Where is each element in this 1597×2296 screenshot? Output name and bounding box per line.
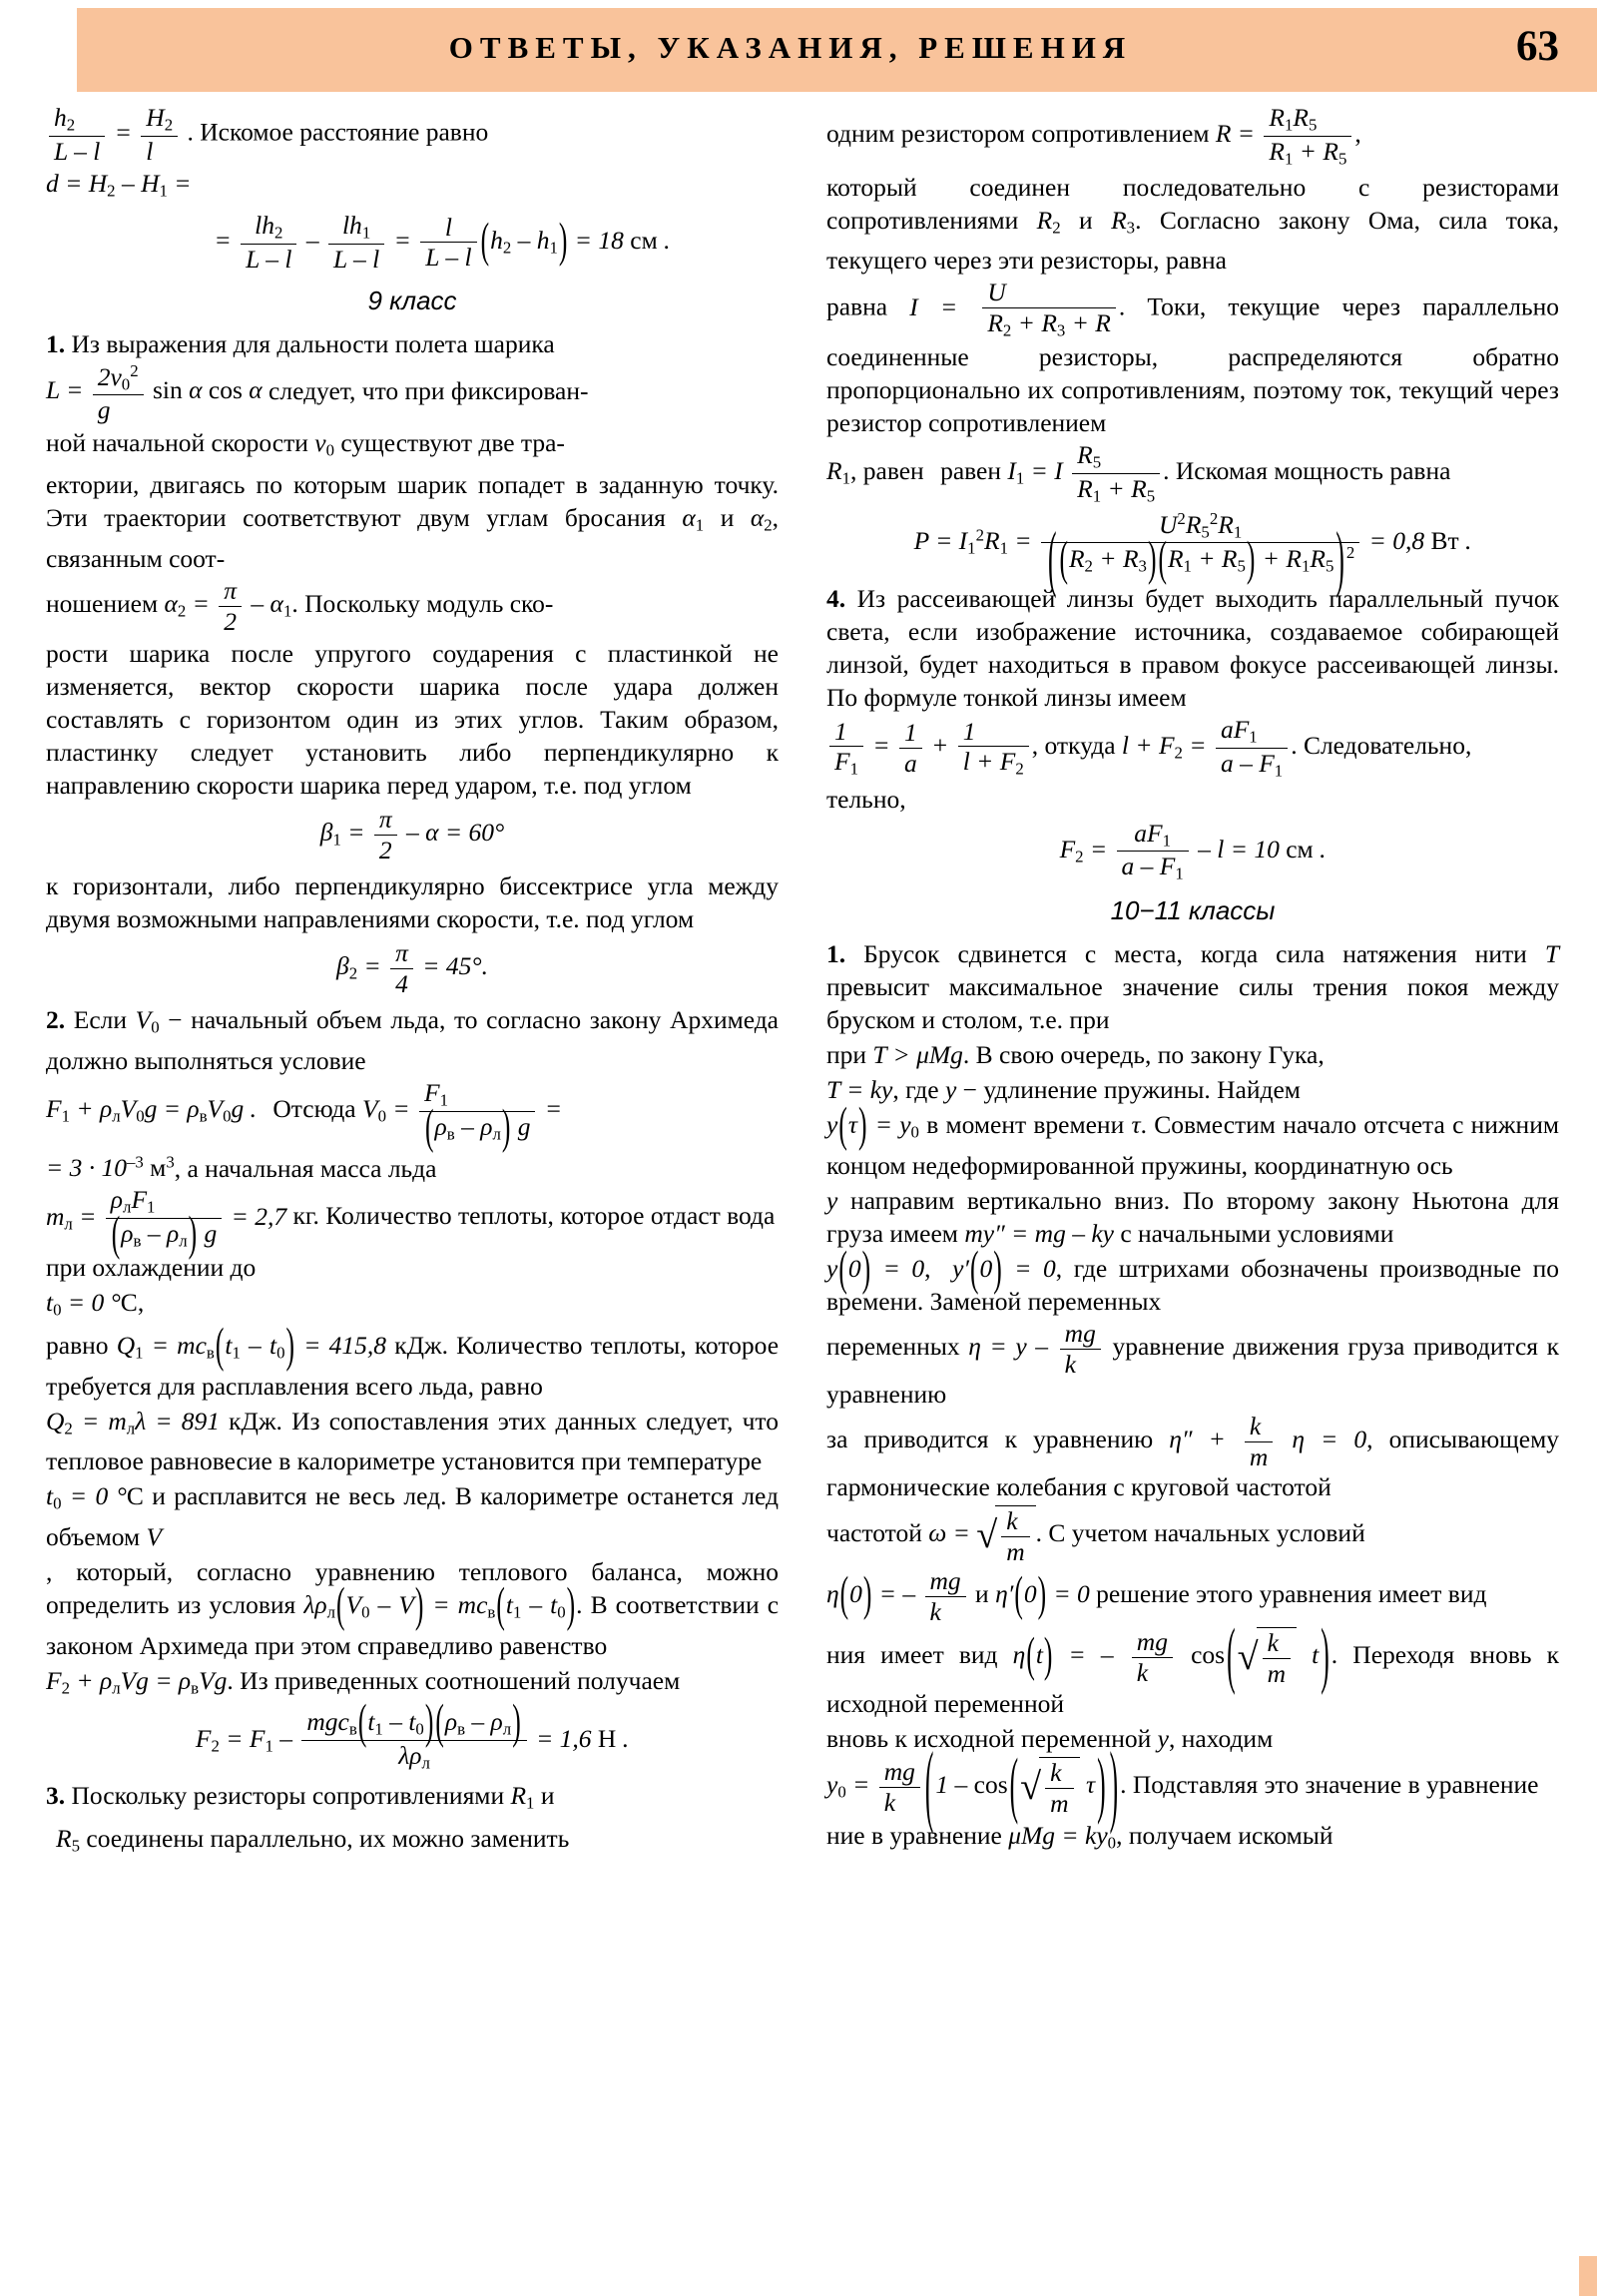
answer-10-1-eta-eq-line (826, 1413, 1559, 1503)
formula-d: $d = H_2 - H_1$ = (46, 169, 192, 202)
symbol-y-axis: y (826, 1186, 838, 1216)
answer-4-number: 4. (826, 583, 846, 613)
answer-10-1-text-b: превысит максимальное значение силы трения покоя между бруском и столом, т.е. при (826, 972, 1559, 1035)
formula-power-line (826, 508, 1559, 601)
answer-2-text-c: Отсюда (272, 1094, 356, 1124)
symbol-T: T (1544, 939, 1560, 969)
answer-10-1-text-k: , где штрихами обозначены производные по времени. Заменой переменных (826, 1254, 1559, 1317)
answer-3-text-k: . Искомая мощность равна (1163, 456, 1451, 486)
answer-10-1-ytau-line (826, 1097, 1559, 1182)
answer-3-number: 3. (46, 1781, 66, 1811)
symbol-V0: $V_0$ (135, 1005, 160, 1037)
answer-3-intro (46, 1779, 779, 1820)
answer-1-text-h: ношением (46, 588, 159, 618)
page-title: ОТВЕТЫ, УКАЗАНИЯ, РЕШЕНИЯ (448, 30, 1133, 65)
answer-3-line-R5 (46, 1822, 779, 1863)
symbol-y-final: y (1157, 1724, 1169, 1754)
formula-F2: $F_2 = F_1$ – $\frac{mgc_в(t_1 - t_0)(\rho_в - \rho_л)}{\lambda\rho_л}$ = 1,6 Н . (195, 1694, 630, 1774)
formula-F2-lens-line (826, 820, 1559, 884)
section-heading-grade-9: 9 класс (367, 285, 457, 315)
symbol-V: V (146, 1522, 163, 1552)
answer-1-body-3: к горизонтали, либо перпендикулярно биссектрисе угла между двумя возможными направлениями скорости, т.е. под углом (46, 871, 779, 934)
answer-10-1-text-g: . Совместим начало отсчета с нижним концом недеформированной пружины, координатную ось (826, 1110, 1559, 1181)
formula-hooke: T = ky (826, 1075, 893, 1105)
answer-10-1-text-d: , где (892, 1075, 939, 1105)
answer-10-1-text-j: , (924, 1254, 931, 1284)
answer-1-text-g: , связанным соот- (46, 503, 780, 574)
answer-1-body-2: рости шарика после упругого соударения с пластинкой не изменяется, вектор скорости шарика после удара должен составлять с горизонтом один из этих углов. Таким образом, пластинку следует установить либо перпендикулярно к направлению скорости шарика перед ударом, т.е. под углом (46, 639, 779, 801)
page-header-band (77, 8, 1597, 92)
answer-2-text-h: кДж. Количество теплоты, которое требуется для расплавления всего льда, равно (46, 1330, 780, 1401)
answer-10-1-eta-t-line (826, 1612, 1560, 1720)
answer-1-text-f: и (720, 503, 735, 533)
answer-4-text-a: Из рассеивающей линзы будет выходить параллельный пучок света, если изображение источника, создаваемое собирающей линзой, будет находиться в правом фокусе рассеивающей линзы. По формуле тонкой линзы имеем (826, 583, 1559, 712)
answer-1-text-c: ной начальной скорости (46, 427, 308, 457)
symbol-R3: $R_3$ (1111, 205, 1136, 238)
answer-2-text-e: кг. Количество теплоты, которое отдаст вода при охлаждении до (46, 1201, 776, 1283)
formula-alpha2-relation: $\alpha_2$ = $\frac{\pi}{2}$ – $\alpha_1$ (164, 576, 292, 636)
answer-1-text-a: Из выражения для дальности полета шарика (71, 328, 555, 358)
answer-2-text-b: − начальный объем льда, то согласно закону Архимеда должно выполняться условие (46, 1005, 779, 1075)
answer-10-1-init-line (826, 1241, 1559, 1318)
answer-10-1-number: 1. (826, 939, 846, 969)
answer-1-body-1 (46, 468, 779, 575)
answer-1-text-i: . Поскольку модуль ско- (291, 588, 554, 618)
answer-2-text-j: и расплавится не весь лед. В калориметре останется лед объемом (46, 1481, 780, 1552)
answer-1-line-alpha-rel (46, 577, 779, 635)
answer-3-text-a: Поскольку резисторы сопротивлениями (71, 1781, 505, 1811)
answer-3-text-g: и (1079, 205, 1093, 235)
answer-10-1-final-line (826, 1819, 1559, 1860)
answer-10-1-nie-label: ние в уравнение (826, 1821, 1002, 1851)
formula-initial-1: y(0) = 0 (826, 1241, 925, 1297)
answer-3-text-h: . Согласно закону Ома, сила тока, текущего через эти резисторы, равна (826, 205, 1560, 276)
answer-4-telno: тельно, (826, 784, 906, 814)
answer-10-1-text-t: , получаем искомый (1116, 1821, 1333, 1851)
answer-2-balance-line (46, 1555, 779, 1662)
symbol-R2: $R_2$ (1036, 205, 1061, 238)
answer-10-1-text-p: решение этого уравнения имеет вид (1096, 1579, 1487, 1609)
answer-2-intro (46, 1003, 779, 1077)
page-number: 63 (1516, 23, 1559, 70)
answer-2-text-a: Если (73, 1005, 128, 1035)
answer-2-text-d: , а начальная масса льда (174, 1153, 437, 1183)
answer-3-ravna-label: равна (826, 292, 888, 322)
answer-10-1-eta0-line (826, 1567, 1559, 1625)
answer-2-ml-line (46, 1186, 779, 1284)
symbol-alpha2: $\alpha_2$ (750, 503, 773, 536)
answer-10-1-text-o: и (975, 1579, 989, 1609)
formula-eta-of-t: η(t) = – $\frac{mg}{k}$ cos(√ $\frac{k}{m}$ t) (1012, 1612, 1330, 1697)
formula-eta-equation: η″ + $\frac{k}{m}$ η = 0 (1169, 1412, 1367, 1471)
symbol-R1: $R_1$ (510, 1781, 535, 1813)
answer-2-V0-value-line (46, 1146, 779, 1185)
formula-F2-line (46, 1694, 779, 1774)
answer-1-intro (46, 327, 779, 360)
formula-F2-lens: $F_2$ = $\frac{aF_1}{a - F_1}$ – l = 10 см . (1059, 818, 1327, 884)
answer-10-1-omega-line (826, 1505, 1559, 1565)
answer-4-intro (826, 582, 1559, 714)
section-heading-grade-10-11: 10−11 классы (1110, 895, 1276, 926)
answer-3-I1-line: $R_1$, равен равен $I_1 = I$ $\frac{R_5}{R_1 + R_5}$ . Искомая мощность равна (826, 439, 1451, 506)
answer-1-line-v0 (46, 426, 779, 467)
answer-2-Q1-line (46, 1317, 780, 1403)
answer-10-1-text-r: , находим (1168, 1724, 1274, 1754)
answer-10-1-text-q: . Переходя вновь к исходной переменной (826, 1640, 1560, 1719)
formula-friction-condition: T > μMg (872, 1040, 963, 1070)
answer-10-1-chastotoy: частотой (826, 1518, 922, 1548)
answer-1-text-d: существуют две тра- (340, 427, 565, 457)
answer-2-t0-line (46, 1286, 779, 1327)
formula-eta-substitution: η = y – $\frac{mg}{k}$ (968, 1332, 1104, 1361)
answer-2-text-g: равно (46, 1330, 109, 1360)
formula-newton-second: my″ = mg – ky (964, 1219, 1114, 1249)
answer-10-1-niya-label: ния имеет вид (826, 1640, 998, 1670)
answer-10-1-intro (826, 937, 1559, 1036)
answer-10-1-eta-line (826, 1320, 1559, 1411)
formula-initial-2: y′(0) = 0 (952, 1241, 1056, 1297)
left-column (46, 104, 779, 2280)
symbol-R5: $R_5$ (56, 1823, 80, 1856)
symbol-R1-again: $R_1$ (826, 456, 850, 488)
answer-10-1-text-f: в момент времени (926, 1110, 1125, 1140)
formula-V0-eq: $V_0$ = $\frac{F_1}{(\rho_в - \rho_л) g}$ = (362, 1077, 563, 1154)
answer-3-current-line (826, 279, 1559, 438)
answer-3-text-j: , равен (850, 456, 924, 486)
formula-V0-value: = $3 \cdot 10^{-3}$ $м^3$ (46, 1152, 175, 1183)
answer-4-text-c: . Следовательно, (1291, 731, 1472, 761)
answer-10-1-text-i: с начальными условиями (1120, 1219, 1394, 1249)
formula-archimedes-1: $F_1 + \rho_лV_0g = \rho_вV_0g$ . (46, 1094, 258, 1126)
formula-power-P: $P = I_1^2R_1$ = $\frac{U^2R_5^2R_1}{( (R_2 + R_3)(R_1 + R_5) + R_1R_5) ^2}$ = 0,8 Вт . (913, 508, 1472, 601)
answer-10-1-back-line (826, 1722, 1559, 1755)
answer-10-1-text-c: . В свою очередь, по закону Гука, (962, 1040, 1325, 1070)
answer-3-cont-2 (826, 171, 1559, 278)
answer-1-formula-L-line (46, 362, 779, 424)
answer-2-archimedes-line (46, 1077, 779, 1154)
formula-Q1: $Q_1 = mc_в(t_1 - t_0) = 415,8$ (116, 1317, 386, 1373)
answer-2-t0b-line (46, 1479, 779, 1553)
answer-4-text-b: , откуда (1031, 731, 1116, 761)
answer-3-cont-1 (826, 104, 1559, 169)
answer-4-lens-line (826, 716, 1559, 781)
answer-2-Q2-line (46, 1405, 779, 1478)
formula-R-parallel: R = $\frac{R_1R_5}{R_1 + R_5}$ (1216, 119, 1355, 148)
symbol-alpha1: $\alpha_1$ (682, 503, 705, 536)
formula-beta1: $\beta_1$ = $\frac{\pi}{2}$ – α = 60° (319, 805, 505, 864)
fragment-ratio-text: . Искомое расстояние равно (187, 117, 489, 147)
formula-Q2: $Q_2 = m_л\lambda = 891$ (46, 1406, 220, 1438)
formula-current-I1: $I_1 = I$ $\frac{R_5}{R_1 + R_5}$ (1007, 456, 1163, 485)
answer-1-number: 1. (46, 328, 66, 358)
formula-d-expanded: = $\frac{lh_2}{L - l}$ – $\frac{lh_1}{L - l}$ = $\frac{l}{L - l}$ $(h_2 - h_1) = 18$ см . (214, 211, 671, 274)
formula-final-condition: $\mu Mg = ky_0$ (1008, 1821, 1117, 1854)
answer-3-text-c: соединены параллельно, их можно заменить (86, 1823, 570, 1853)
right-column (826, 104, 1559, 2280)
answer-10-1-text-s: . Подставляя это значение в уравнение (1120, 1770, 1539, 1800)
answer-1-text-e: ектории, двигаясь по которым шарик попадет в заданную точку. Эти траектории соответствуют двум углам бросания (46, 470, 779, 533)
answer-3-text-f: который соединен последовательно с резисторами сопротивлениями (826, 172, 1559, 235)
page-corner-mark (1579, 2256, 1597, 2296)
formula-d-line (46, 167, 779, 208)
symbol-y: y (944, 1075, 957, 1105)
answer-10-1-text-n: . С учетом начальных условий (1035, 1518, 1365, 1548)
answer-2-text-m: . Из приведенных соотношений получаем (227, 1665, 681, 1695)
formula-thin-lens: $\frac{1}{F_1}$ = $\frac{1}{a}$ + $\frac{1}{l + F_2}$ (826, 731, 1032, 760)
answer-2-text-l: . В соответствии с законом Архимеда при этом справедливо равенство (46, 1590, 780, 1660)
answer-2-text-i: кДж. Из сопоставления этих данных следует, что тепловое равновесие в калориметре установится при температуре (46, 1406, 779, 1476)
formula-eta-zero: η(0) = – $\frac{mg}{k}$ (826, 1579, 969, 1608)
formula-d-expanded-line (46, 212, 779, 273)
formula-current-I: I = $\frac{U}{R_2 + R_3 + R}$ (909, 292, 1119, 321)
answer-1-text-b: следует, что при фиксирован- (268, 375, 589, 405)
formula-t0: $t_0 = 0$ °C (46, 1288, 138, 1320)
formula-range-L: L = $\frac{2v_0^2}{g}$ sin α cos α (46, 360, 263, 425)
formula-beta1-line (46, 806, 779, 863)
answer-10-1-hooke-line (826, 1073, 1559, 1106)
formula-y-tau: $y(\tau) = y_0$ (826, 1097, 919, 1153)
formula-eta-prime-zero: η′(0) = 0 (995, 1566, 1090, 1622)
answer-3-text-e: , (1354, 119, 1361, 149)
answer-10-1-perem: переменных (826, 1331, 960, 1361)
answer-2-archimedes2-line (46, 1664, 779, 1705)
formula-archimedes-2: $F_2 + \rho_лVg = \rho_вVg$ (46, 1665, 228, 1698)
answer-10-1-vnov: вновь к исходной переменной (826, 1724, 1152, 1754)
answer-10-1-text-h: направим вертикально вниз. По второму закону Ньютона для груза имеем (826, 1186, 1560, 1249)
answer-10-1-friction-line: при T > μMg. В свою очередь, по закону Гука, (826, 1040, 1325, 1070)
formula-top-ratio: $\frac{h_2}{L - l}$ = $\frac{H_2}{l}$ (46, 118, 181, 147)
symbol-tau: τ (1131, 1110, 1141, 1140)
formula-y0: $y_0$ = $\frac{mg}{k}$ (1 – cos(√ $\frac{k}{m}$ τ) ) (826, 1732, 1119, 1837)
formula-beta2-line (46, 939, 779, 997)
two-column-body (46, 104, 1559, 2280)
answer-3-text-i: . Токи, текущие через параллельно соединенные резисторы, распределяются обратно пропорционально их сопротивлениям, поэтому ток, текущий через резистор сопротивлением (826, 292, 1559, 437)
answer-3-text-b: и (540, 1781, 555, 1811)
answer-10-1-text-a: Брусок сдвинется с места, когда сила натяжения нити (863, 939, 1527, 969)
answer-3-text-d: одним резистором сопротивлением (826, 119, 1210, 149)
formula-t0-repeat: $t_0 = 0$ °C (46, 1481, 144, 1514)
answer-10-1-axis-line (826, 1184, 1559, 1250)
formula-beta2: $\beta_2$ = $\frac{\pi}{4}$ = 45°. (336, 938, 488, 998)
answer-2-text-k: , который, согласно уравнению теплового баланса, можно определить из условия (46, 1557, 779, 1620)
formula-heat-balance: $\lambda\rho_л(V_0 - V) = mc_в(t_1 - t_0)$ (303, 1576, 576, 1633)
fragment-ratio-line (46, 104, 779, 165)
answer-2-number: 2. (46, 1005, 66, 1035)
formula-l-plus-F2: $l + F_2$ = $\frac{aF_1}{a - F_1}$ (1122, 731, 1291, 760)
answer-10-1-text-m: , описывающему гармонические колебания с круговой частотой (826, 1425, 1560, 1502)
answer-10-1-text-l: уравнение движения груза приводится к уравнению (826, 1331, 1560, 1410)
answer-2-text-f: , (137, 1288, 145, 1318)
symbol-v0: $v_0$ (314, 427, 335, 460)
formula-mass-ice: $m_л$ = $\frac{\rho_лF_1}{(\rho_в - \rho_л) g}$ = 2,7 (46, 1185, 287, 1262)
answer-10-1-text-e: − удлинение пружины. Найдем (962, 1075, 1301, 1105)
formula-omega: ω = √ $\frac{k}{m}$ (928, 1518, 1035, 1547)
answer-10-1-za-label: за приводится к уравнению (826, 1425, 1154, 1454)
